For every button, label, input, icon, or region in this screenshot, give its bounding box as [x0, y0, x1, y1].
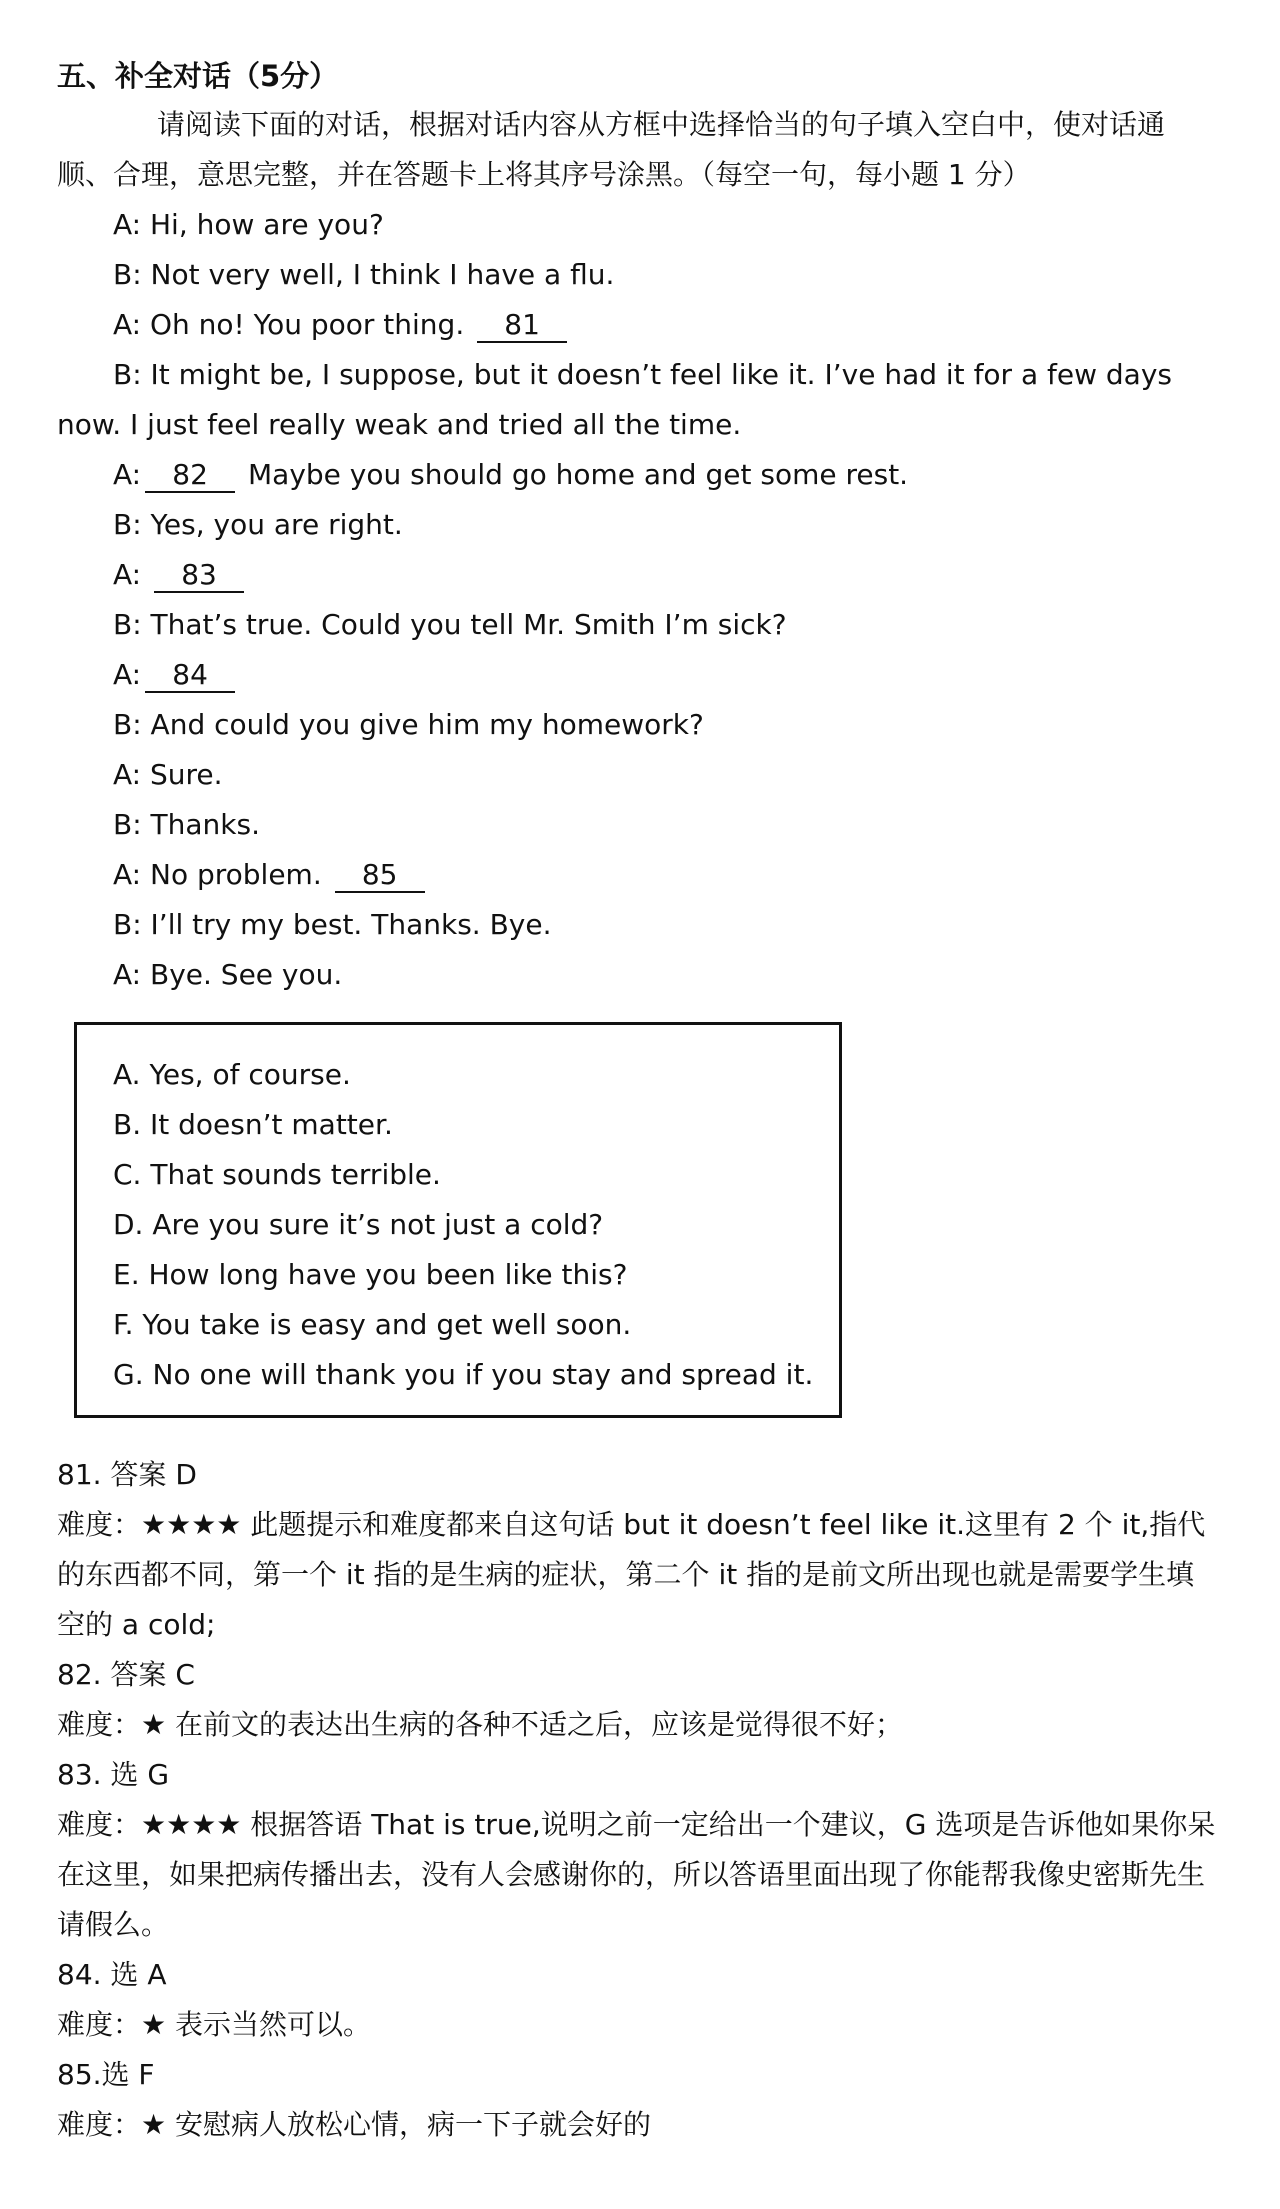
- explanation-81: 难度：★★★★ 此题提示和难度都来自这句话 but it doesn’t feel like it.这里有 2 个 it,指代的东西都不同，第一个 it 指的是生病的症状，第二个 it 指的是前文所出现也就是需要学生填空的 a cold;: [57, 1508, 1206, 1641]
- dialogue-line-12: B: Thanks.: [113, 808, 260, 841]
- dialogue-line-9-speaker: A:: [113, 658, 142, 691]
- dialogue-line-3-text: A: Oh no! You poor thing.: [113, 308, 465, 341]
- blank-81: 81: [477, 309, 567, 343]
- instructions-text: 请阅读下面的对话，根据对话内容从方框中选择恰当的句子填入空白中，使对话通顺、合理，意思完整，并在答题卡上将其序号涂黑。（每空一句，每小题 1 分）: [57, 108, 1166, 191]
- option-e: E. How long have you been like this?: [113, 1258, 628, 1291]
- explanation-83: 难度：★★★★ 根据答语 That is true,说明之前一定给出一个建议，G 选项是告诉他如果你呆在这里，如果把病传播出去，没有人会感谢你的，所以答语里面出现了你能帮我像史密斯先生请假么。: [57, 1808, 1216, 1941]
- option-d: D. Are you sure it’s not just a cold?: [113, 1208, 604, 1241]
- answer-81: 81. 答案 D: [57, 1458, 197, 1491]
- option-f: F. You take is easy and get well soon.: [113, 1308, 632, 1341]
- explanation-84: 难度：★ 表示当然可以。: [57, 2008, 372, 2041]
- option-c: C. That sounds terrible.: [113, 1158, 441, 1191]
- option-a: A. Yes, of course.: [113, 1058, 351, 1091]
- dialogue-line-4b: now. I just feel really weak and tried all the time.: [57, 408, 742, 441]
- section-title: 五、补全对话（5分）: [57, 59, 339, 93]
- option-b: B. It doesn’t matter.: [113, 1108, 393, 1141]
- blank-82: 82: [145, 459, 235, 493]
- explanation-82: 难度：★ 在前文的表达出生病的各种不适之后，应该是觉得很不好；: [57, 1708, 904, 1741]
- answer-84: 84. 选 A: [57, 1958, 167, 1991]
- dialogue-line-4a: B: It might be, I suppose, but it doesn’t feel like it. I’ve had it for a few days: [113, 358, 1172, 391]
- dialogue-line-8: B: That’s true. Could you tell Mr. Smith I’m sick?: [113, 608, 787, 641]
- answer-83: 83. 选 G: [57, 1758, 170, 1791]
- dialogue-line-13-text: A: No problem.: [113, 858, 322, 891]
- dialogue-line-6: B: Yes, you are right.: [113, 508, 403, 541]
- dialogue-line-1: A: Hi, how are you?: [113, 208, 384, 241]
- blank-85: 85: [335, 859, 425, 893]
- blank-83: 83: [154, 559, 244, 593]
- dialogue-line-11: A: Sure.: [113, 758, 223, 791]
- answer-85: 85.选 F: [57, 2058, 155, 2091]
- answer-82: 82. 答案 C: [57, 1658, 195, 1691]
- dialogue-line-7-speaker: A:: [113, 558, 142, 591]
- explanation-85: 难度：★ 安慰病人放松心情，病一下子就会好的: [57, 2108, 652, 2141]
- blank-84: 84: [145, 659, 235, 693]
- instructions: [57, 100, 1217, 200]
- dialogue-line-9: [113, 655, 239, 695]
- dialogue-line-15: A: Bye. See you.: [113, 958, 343, 991]
- dialogue-line-5-text: Maybe you should go home and get some rest.: [248, 458, 909, 491]
- dialogue-line-5: [113, 455, 908, 495]
- dialogue-line-10: B: And could you give him my homework?: [113, 708, 704, 741]
- dialogue-line-14: B: I’ll try my best. Thanks. Bye.: [113, 908, 552, 941]
- dialogue-line-3: [113, 305, 571, 345]
- dialogue-line-2: B: Not very well, I think I have a flu.: [113, 258, 615, 291]
- dialogue-line-5-speaker: A:: [113, 458, 142, 491]
- option-g: G. No one will thank you if you stay and spread it.: [113, 1358, 814, 1391]
- dialogue-line-13: [113, 855, 429, 895]
- dialogue-line-7: [113, 555, 248, 595]
